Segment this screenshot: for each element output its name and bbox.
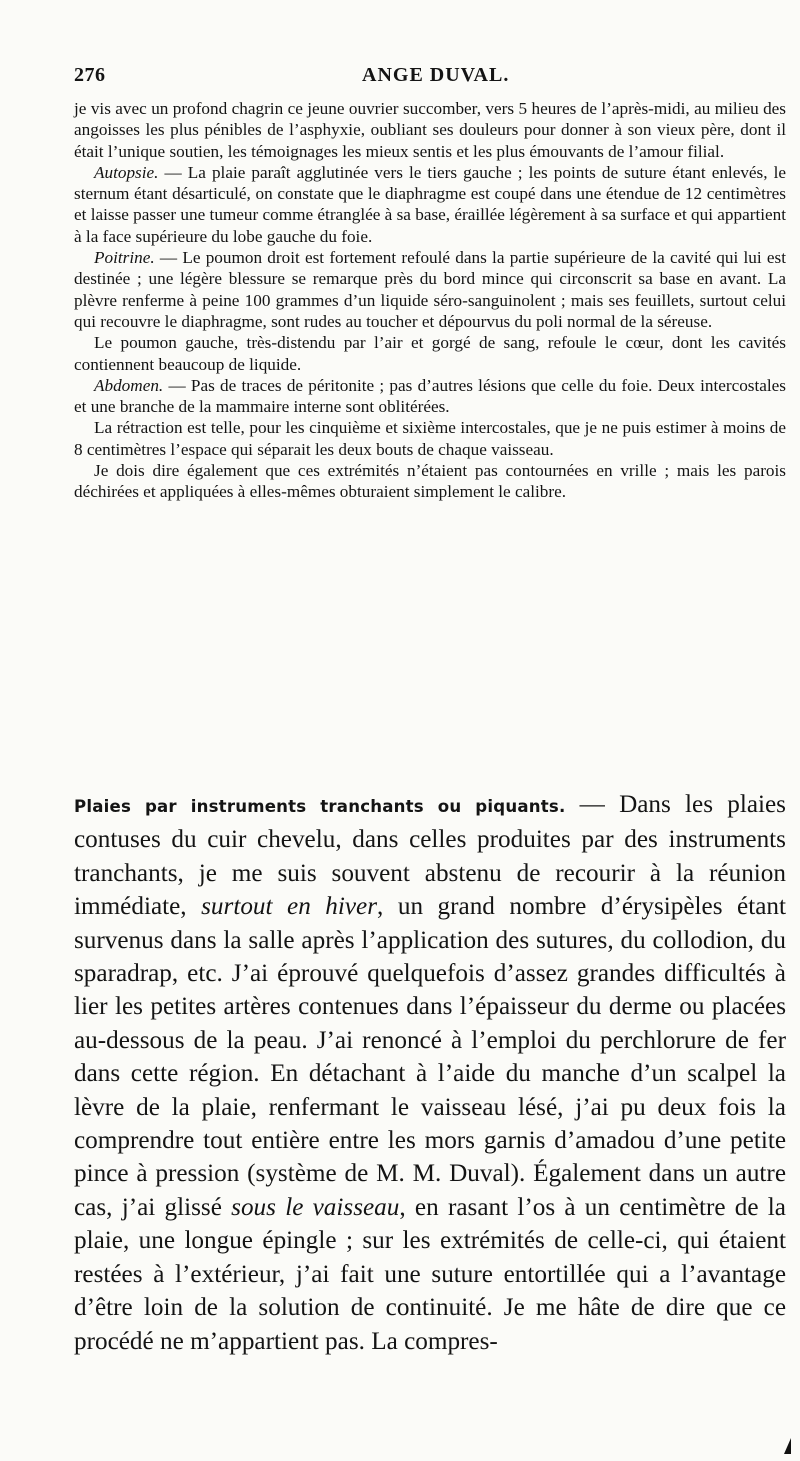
emphasis-vaisseau: sous le vaisseau [231,1193,400,1221]
heading-autopsie: Autopsie. [94,162,159,182]
text-poitrine: — Le poumon droit est fortement refoulé dans la partie supérieure de la cavité qui lui est destinée ; une légère blessure se remarque près du bord mince qui circonscrit sa base en avant. La plèvre renferme à peine 100 grammes d’un liquide séro-sanguinolent ; mais ses feuillets, surtout celui qui recouvre le diaphragme, sont rudes au toucher et dépourvus du poli normal de la séreuse. [74,248,786,331]
scan-artifact [784,1438,791,1454]
text-plaies-1: — Dans les plaies contuses du cuir chevelu, dans celles produites par des instruments tranchants, je me suis souvent abstenu de recourir à la réunion immédiate, [74,791,786,921]
emphasis-hiver: surtout en hiver [201,893,378,921]
case-report-text [74,98,786,503]
paragraph-retraction: La rétraction est telle, pour les cinquième et sixième intercostales, que je ne puis estimer à moins de 8 centimètres l’espace qui séparait les deux bouts de chaque vaisseau. [74,418,786,459]
page-header [74,64,784,88]
paragraph-abdomen [74,375,786,418]
section-plaies [74,788,786,1358]
paragraph-extremites: Je dois dire également que ces extrémités n’étaient pas contournées en vrille ; mais les parois déchirées et appliquées à elles-mêmes obturaient simplement le calibre. [74,461,786,502]
text-autopsie: — La plaie paraît agglutinée vers le tiers gauche ; les points de suture étant enlevés, le sternum étant désarticulé, on constate que le diaphragme est coupé dans une étendue de 12 centimètres et laisse passer une tumeur comme étranglée à sa base, éraillée légèrement à sa surface et qui appartient à la face supérieure du lobe gauche du foie. [74,162,786,246]
heading-abdomen: Abdomen. [94,375,164,395]
text-plaies-2: , un grand nombre d’érysipèles étant survenus dans la salle après l’application des sutures, du collodion, du sparadrap, etc. J’ai éprouvé quelquefois d’assez grandes difficultés à lier les petites artères contenues dans l’épaisseur du derme ou placées au-dessous de la peau. J’ai renoncé à l’emploi du perchlorure de fer dans cette région. En détachant à l’aide du manche d’un scalpel la lèvre de la plaie, renfermant le vaisseau lésé, j’ai pu deux fois la comprendre tout entière entre les mors garnis d’amadou d’une petite pince à pression (système de M. M. Duval). Également dans un autre cas, j’ai glissé [74,893,786,1221]
running-head: ANGE DUVAL. [362,64,510,86]
section-rubric: Plaies par instruments tranchants ou piquants. [74,797,566,816]
paragraph-death: je vis avec un profond chagrin ce jeune ouvrier succomber, vers 5 heures de l’après-midi, au milieu des angoisses les plus pénibles de l’asphyxie, oubliant ses douleurs pour donner à son vieux père, dont il était l’unique soutien, les témoignages les mieux sentis et les plus émouvants de l’amour filial. [74,99,786,161]
text-abdomen: — Pas de traces de péritonite ; pas d’autres lésions que celle du foie. Deux intercostales et une branche de la mammaire interne sont oblitérées. [74,375,786,417]
page-number: 276 [74,64,106,86]
paragraph-poumon-gauche: Le poumon gauche, très-distendu par l’air et gorgé de sang, refoule le cœur, dont les cavités contiennent beaucoup de liquide. [74,333,786,374]
text-plaies-3: , en rasant l’os à un centimètre de la plaie, une longue épingle ; sur les extrémités de celle-ci, qui étaient restées à l’extérieur, j’ai fait une suture entortillée qui a l’avantage d’être loin de la solution de continuité. Je me hâte de dire que ce procédé ne m’appartient pas. La compres- [74,1193,786,1355]
paragraph-autopsie [74,162,786,247]
heading-poitrine: Poitrine. [94,248,155,268]
paragraph-poitrine [74,247,786,332]
paragraph-plaies [74,788,786,1358]
